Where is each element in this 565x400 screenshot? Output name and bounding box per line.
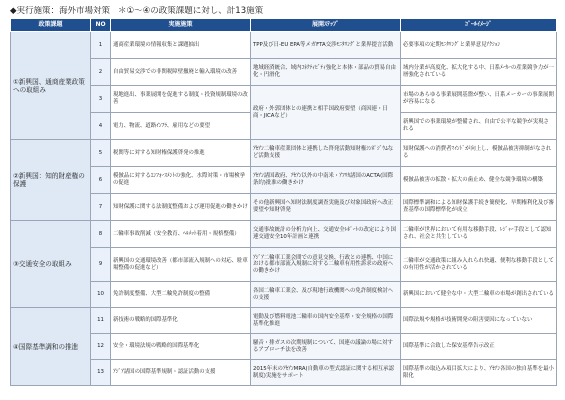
- goal-cell: 二輪車が世界において有用な移動手段、ﾚｼﾞｬｰ手段として認知され、社会と共生している: [401, 221, 557, 248]
- step-cell: 政府・外郭団体との連携と相手国政府要望（商因連・日商・JICAなど）: [251, 86, 401, 140]
- table-row: [11, 221, 557, 248]
- measure-number: 10: [91, 282, 111, 308]
- measure-cell: 通商産業環境の情報収集と課題抽出: [111, 32, 251, 59]
- step-cell: 2015年末のｱｾｱﾝMRA(自動車の型式認証に関する相互承認制度)実施をサポート: [251, 360, 401, 386]
- measure-cell: 二輪車事故削減（安全教育、ﾍﾙﾒｯﾄ着用・規格整備）: [111, 221, 251, 248]
- step-cell: ｱｾｱﾝ二輪車産業団体と連携した啓発活動知財権ｼﾝﾎﾟｼﾞｳﾑなど活動支援: [251, 140, 401, 167]
- policy-issue-cell: ④国際基準調和の推進: [11, 308, 91, 386]
- measure-cell: 税関等に対する知財権保護啓発の推進: [111, 140, 251, 167]
- measure-cell: ｱｼﾞｱ諸国の国際基準規制・認証活動の支援: [111, 360, 251, 386]
- measure-number: 12: [91, 334, 111, 360]
- table-row: [11, 248, 557, 282]
- goal-cell: 知財保護への消費者ﾏｲﾝﾄﾞが向上し、模倣品被害抑制がなされる: [401, 140, 557, 167]
- table-row: [11, 167, 557, 194]
- measure-cell: 安全・環境法規の戦略的国際基準化: [111, 334, 251, 360]
- goal-cell: 国際基準に合致した保安基準告示改正: [401, 334, 557, 360]
- column-header-goal: ｺﾞｰﾙｲﾒｰｼﾞ: [401, 19, 557, 32]
- measure-cell: 免許制度整備、大型二輪免許制度の整備: [111, 282, 251, 308]
- table-row: [11, 86, 557, 113]
- goal-cell: 模倣品被害の拡散・拡大の歯止め、健全な競争環境の構築: [401, 167, 557, 194]
- goal-cell: 国際基準の取込み項目拡大により、ｱｾｱﾝ各国の独自基準を最小限化: [401, 360, 557, 386]
- policy-issue-cell: ③交通安全の取組み: [11, 221, 91, 308]
- goal-cell: 二輪車が交通政策に組み入れられ快適、便利な移動手段としての有用性が活かされている: [401, 248, 557, 282]
- page-header: [10, 6, 559, 18]
- measure-number: 4: [91, 113, 111, 140]
- step-cell: 電動及び燃料電池二輪車の国内安全基準・安全規格の国際基準化推進: [251, 308, 401, 334]
- column-header-step: 展開ｽﾃｯﾌﾟ: [251, 19, 401, 32]
- goal-cell: 国際法規や規格が技術開発の阻害要因になっていない: [401, 308, 557, 334]
- column-header-no: NO: [91, 19, 111, 32]
- table-row: [11, 140, 557, 167]
- measure-number: 11: [91, 308, 111, 334]
- measure-number: 5: [91, 140, 111, 167]
- step-cell: ｱｾｱﾝ諸国政府、ｱｾｱﾝ以外の中南米・ｱﾌﾘｶ諸国のACTA(国際条約)批准の働きかけ: [251, 167, 401, 194]
- table-row: [11, 334, 557, 360]
- measure-cell: 新技術の戦略的国際基準化: [111, 308, 251, 334]
- measure-number: 1: [91, 32, 111, 59]
- step-cell: 交通事故統計の分析力向上、交通安全ﾚﾎﾟｰﾄの改定により国連交通安全10年計画と連携: [251, 221, 401, 248]
- measure-cell: 新興国の交通環境改善（都市部流入規制への対応、駐車場整備の促進など）: [111, 248, 251, 282]
- measure-number: 8: [91, 221, 111, 248]
- step-cell: その他新興国へ知財法制度調査実施及び対象国政府へ改正要望や知財啓発: [251, 194, 401, 221]
- table-header-row: [11, 19, 557, 32]
- measure-cell: 現地進出、事業展開を促進する制度・投資規制環境の改善: [111, 86, 251, 113]
- table-row: [11, 282, 557, 308]
- table-row: [11, 32, 557, 59]
- measure-cell: 模倣品に対するｴﾝﾌｫｰｽﾒﾝﾄの強化、水際対策・市場検挙の促進: [111, 167, 251, 194]
- measure-cell: 自由貿易交渉での非関税障壁撤廃と輸入環境の改善: [111, 59, 251, 86]
- step-cell: 各国二輪車工業会、及び現地行政機関への免許制度検討への支援: [251, 282, 401, 308]
- column-header-measure: 実施施策: [111, 19, 251, 32]
- measure-number: 13: [91, 360, 111, 386]
- measure-cell: 電力、物流、道路ｲﾝﾌﾗ、雇用などの要望: [111, 113, 251, 140]
- step-cell: 騒音・排ガスの次期規制について、国連の議論の場に対するアプローチ法を改善: [251, 334, 401, 360]
- measure-number: 7: [91, 194, 111, 221]
- goal-cell: 域内分業が高度化、拡大化する中、日系ﾒｰｶｰの産業競争力が一層強化されている: [401, 59, 557, 86]
- table-row: [11, 194, 557, 221]
- column-header-issue: 政策課題: [11, 19, 91, 32]
- policy-issue-cell: ②新興国：知的財産権の保護: [11, 140, 91, 221]
- step-cell: ｱｼﾞｱ二輪車工業会間での意見交換、行政との連携、中国における都市部流入規制に対する二輪車有用性訴求の政府への働きかけ: [251, 248, 401, 282]
- measure-cell: 知財保護に関する法制度整備および運用促進の働きかけ: [111, 194, 251, 221]
- goal-cell: 市場のあらゆる事業展開基盤が整い、日系メーカーの事業展開が容易になる: [401, 86, 557, 113]
- page-title: ◆実行施策：海外市場対策: [10, 6, 111, 16]
- measure-number: 9: [91, 248, 111, 282]
- table-row: [11, 59, 557, 86]
- measure-number: 6: [91, 167, 111, 194]
- goal-cell: 新興国において健全な中・大型二輪車の市場が創出されている: [401, 282, 557, 308]
- page-note: ＊①～④の政策課題に対し、計13施策: [118, 6, 264, 16]
- goal-cell: 国際標準調和による知財保護手続き簡便化、早期権利化及び審査基準の国際標準化が成立: [401, 194, 557, 221]
- step-cell: 地域経済統合、域内ｺﾈｸﾃｨﾋﾞﾃｨ強化と本体・部品の貿易自由化・円滑化: [251, 59, 401, 86]
- measure-number: 3: [91, 86, 111, 113]
- goal-cell: 必要事項の定期ﾓﾆﾀﾘﾝｸﾞと業界意見ｱｸｼｮﾝ: [401, 32, 557, 59]
- step-cell: TPP及び日-EU EPA等メガFTA交渉ﾓﾆﾀﾘﾝｸﾞと業界提言活動: [251, 32, 401, 59]
- policy-issue-cell: ①新興国、通商産業政策への取組み: [11, 32, 91, 140]
- measure-number: 2: [91, 59, 111, 86]
- table-row: [11, 308, 557, 334]
- table-row: [11, 360, 557, 386]
- measures-table: [10, 18, 557, 386]
- goal-cell: 新興国での事業環境が整備され、自由で公平な競争が実現される: [401, 113, 557, 140]
